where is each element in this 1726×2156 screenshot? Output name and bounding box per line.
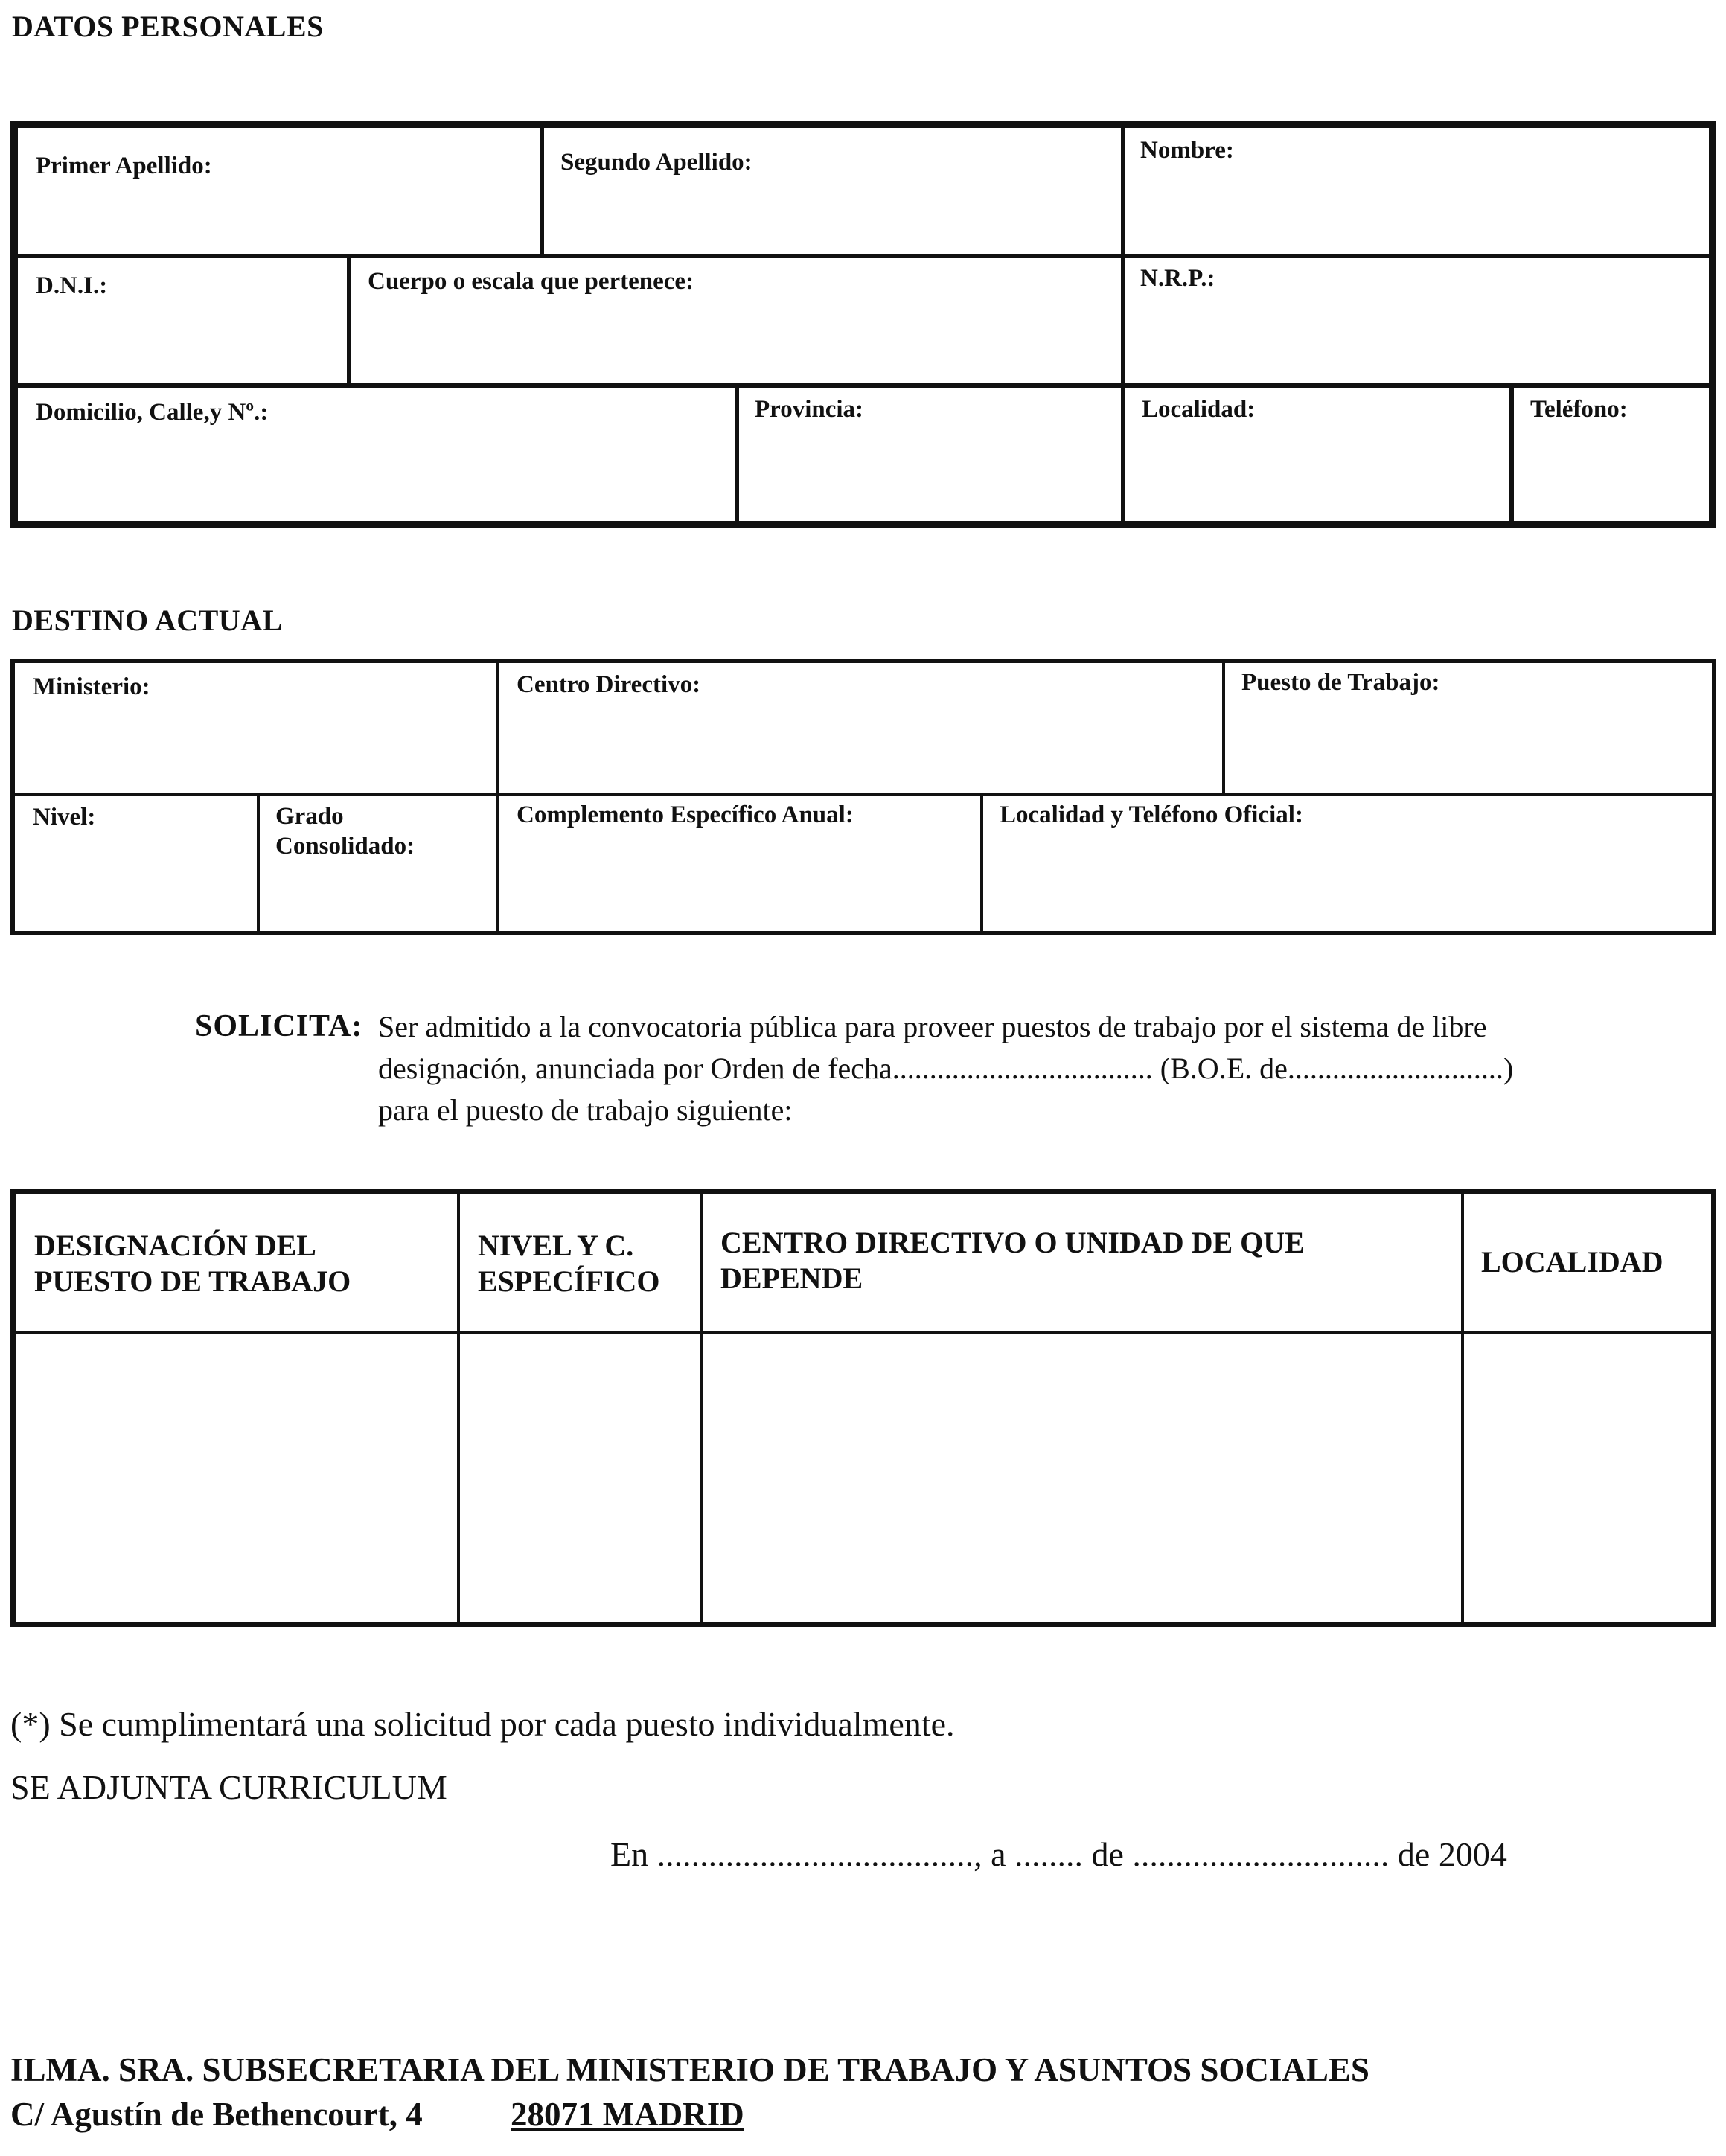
domicilio-label: Domicilio, Calle,y Nº.: [36, 399, 269, 426]
row-divider [15, 793, 1712, 796]
col-divider [980, 795, 983, 933]
col-divider [496, 663, 499, 933]
puesto-trabajo-label: Puesto de Trabajo: [1241, 669, 1440, 696]
localidad-telefono-field[interactable] [1000, 874, 1692, 900]
localidad-label: Localidad: [1142, 396, 1256, 423]
nrp-label: N.R.P.: [1140, 265, 1215, 292]
th-designacion: DESIGNACIÓN DEL PUESTO DE TRABAJO [34, 1229, 351, 1298]
ministerio-field[interactable] [33, 729, 479, 755]
nrp-field[interactable] [1140, 320, 1691, 345]
th-centro-directivo: CENTRO DIRECTIVO O UNIDAD DE QUE DEPENDE [720, 1226, 1305, 1295]
dni-field[interactable] [36, 320, 333, 345]
cuerpo-label: Cuerpo o escala que pertenece: [368, 268, 694, 295]
cuerpo-field[interactable] [368, 320, 1105, 345]
nombre-field[interactable] [1140, 190, 1691, 215]
solicita-line-2: designación, anunciada por Orden de fecha................................... (B.O.E. de.............................) [378, 1052, 1514, 1085]
col-divider [457, 1194, 460, 1622]
puesto-trabajo-field[interactable] [1241, 729, 1695, 755]
ministerio-label: Ministerio: [33, 674, 150, 700]
addressee-city: 28071 MADRID [511, 2096, 744, 2133]
row-divider [15, 254, 1712, 258]
domicilio-field[interactable] [36, 458, 720, 483]
destino-actual-heading: DESTINO ACTUAL [12, 604, 283, 637]
attach-text: SE ADJUNTA CURRICULUM [10, 1768, 447, 1806]
localidad-telefono-label: Localidad y Teléfono Oficial: [1000, 802, 1303, 828]
th-nivel-especifico: NIVEL Y C. ESPECÍFICO [478, 1229, 660, 1298]
th-localidad: LOCALIDAD [1481, 1245, 1663, 1279]
solicita-line-1: Ser admitido a la convocatoria pública para proveer puestos de trabajo por el sistema de libre [378, 1010, 1487, 1043]
localidad-field[interactable] [1142, 458, 1492, 483]
addressee-street: C/ Agustín de Bethencourt, 4 [10, 2096, 423, 2133]
grado-consolidado-field[interactable] [275, 874, 484, 900]
addressee-line-1: ILMA. SRA. SUBSECRETARIA DEL MINISTERIO DE TRABAJO Y ASUNTOS SOCIALES [10, 2051, 1369, 2088]
col-divider [700, 1194, 703, 1622]
col-divider [1222, 663, 1225, 795]
centro-directivo-field[interactable] [517, 729, 1209, 755]
segundo-apellido-field[interactable] [560, 190, 1104, 215]
dni-label: D.N.I.: [36, 272, 108, 299]
complemento-label: Complemento Específico Anual: [517, 802, 854, 828]
grado-consolidado-label: Grado Consolidado: [275, 803, 415, 860]
col-divider [257, 795, 260, 933]
telefono-field[interactable] [1530, 458, 1694, 483]
primer-apellido-label: Primer Apellido: [36, 153, 212, 179]
nivel-label: Nivel: [33, 804, 96, 831]
nivel-field[interactable] [33, 874, 241, 900]
header-divider [16, 1331, 1711, 1334]
primer-apellido-field[interactable] [36, 190, 527, 215]
col-divider [1509, 386, 1514, 522]
nombre-label: Nombre: [1140, 137, 1234, 164]
row-divider [15, 383, 1712, 388]
col-divider [1461, 1194, 1464, 1622]
provincia-field[interactable] [755, 458, 1105, 483]
td-designacion-field[interactable] [22, 1340, 450, 1615]
telefono-label: Teléfono: [1530, 396, 1628, 423]
segundo-apellido-label: Segundo Apellido: [560, 149, 752, 176]
td-nivel-field[interactable] [465, 1340, 692, 1615]
col-divider [540, 127, 544, 256]
centro-directivo-label: Centro Directivo: [517, 671, 701, 698]
solicita-label: SOLICITA: [195, 1009, 363, 1043]
col-divider [347, 256, 351, 386]
datos-personales-heading: DATOS PERSONALES [12, 10, 324, 43]
complemento-field[interactable] [517, 874, 963, 900]
date-line: En ....................................., a ........ de .............................. de 2004 [610, 1835, 1507, 1873]
col-divider [735, 386, 739, 522]
solicita-line-3: para el puesto de trabajo siguiente: [378, 1093, 793, 1127]
td-centro-field[interactable] [708, 1340, 1454, 1615]
col-divider [1121, 127, 1125, 522]
note-text: (*) Se cumplimentará una solicitud por cada puesto individualmente. [10, 1705, 955, 1743]
td-localidad-field[interactable] [1469, 1340, 1707, 1615]
provincia-label: Provincia: [755, 396, 864, 423]
